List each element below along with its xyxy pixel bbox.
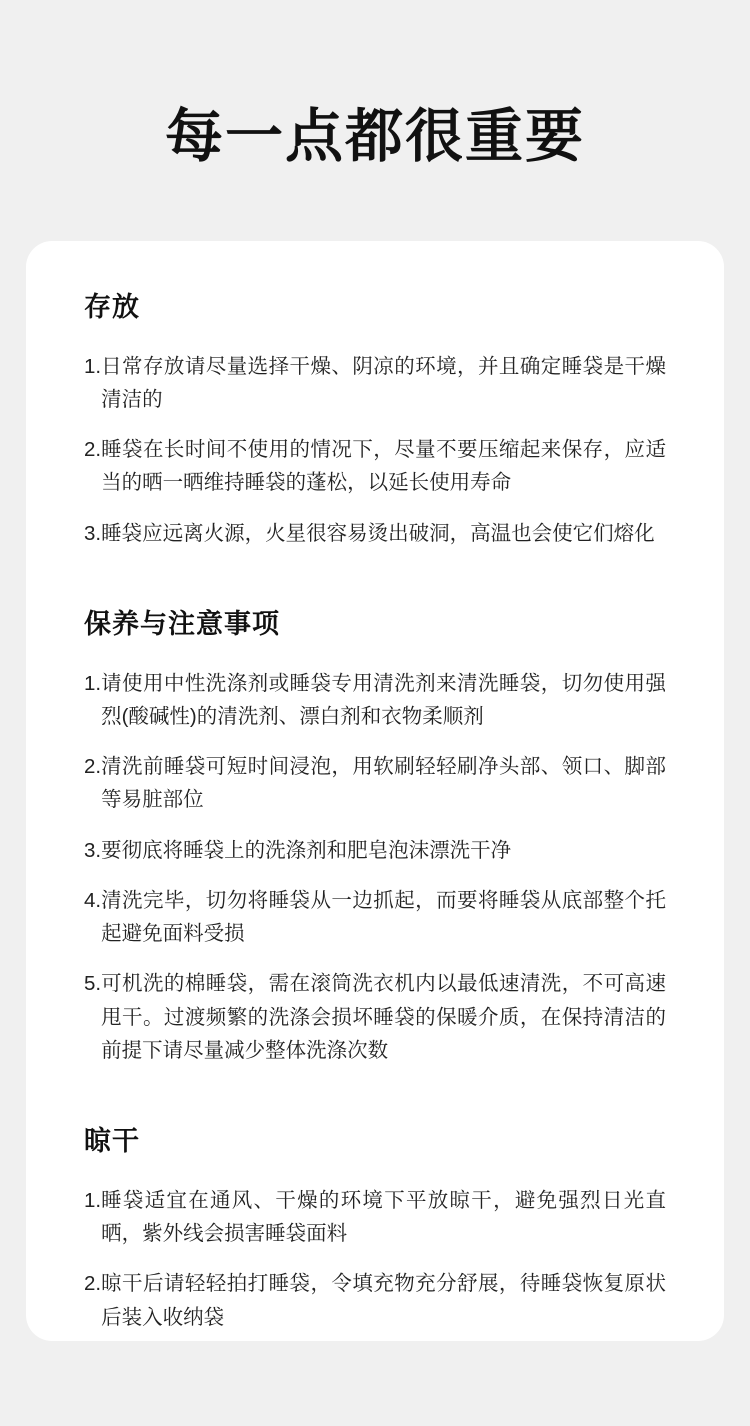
list-item-text: 请使用中性洗涤剂或睡袋专用清洗剂来清洗睡袋，切勿使用强烈(酸碱性)的清洗剂、漂白剂和衣物柔顺剂 (101, 671, 666, 729)
content-card (26, 241, 724, 1341)
list-item-text: 睡袋适宜在通风、干燥的环境下平放晾干，避免强烈日光直晒，紫外线会损害睡袋面料 (101, 1188, 666, 1246)
list-item-text: 睡袋应远离火源，火星很容易烫出破洞，高温也会使它们熔化 (101, 521, 655, 545)
list-item-index: 3. (84, 521, 102, 545)
section-heading-storage: 存放 (84, 291, 140, 322)
list-item-text: 可机洗的棉睡袋，需在滚筒洗衣机内以最低速清洗，不可高速甩干。过渡频繁的洗涤会损坏睡袋的保暖介质，在保持清洁的前提下请尽量减少整体洗涤次数 (101, 972, 666, 1062)
section-storage (84, 285, 666, 550)
section-heading-drying: 晾干 (84, 1125, 140, 1156)
list-item (84, 350, 666, 416)
list-item (84, 1267, 666, 1333)
list-item (84, 884, 666, 950)
list-item-index: 4. (84, 888, 102, 912)
list-item-index: 1. (84, 1188, 102, 1212)
list-drying (84, 1184, 666, 1334)
list-item (84, 433, 666, 499)
page-root (0, 39, 750, 1426)
list-item-text: 清洗完毕，切勿将睡袋从一边抓起，而要将睡袋从底部整个托起避免面料受损 (101, 888, 666, 946)
list-item-text: 要彻底将睡袋上的洗涤剂和肥皂泡沫漂洗干净 (101, 838, 512, 862)
list-item (84, 1184, 666, 1250)
list-item-index: 1. (84, 671, 102, 695)
list-item-text: 晾干后请轻轻拍打睡袋，令填充物充分舒展，待睡袋恢复原状后装入收纳袋 (101, 1272, 666, 1329)
list-item-text: 清洗前睡袋可短时间浸泡，用软刷轻轻刷净头部、领口、脚部等易脏部位 (101, 755, 666, 812)
list-item-index: 2. (84, 438, 102, 462)
list-item (84, 517, 666, 550)
list-item-index: 1. (84, 354, 102, 378)
list-item (84, 967, 666, 1067)
list-storage (84, 350, 666, 550)
list-item-text: 日常存放请尽量选择干燥、阴凉的环境，并且确定睡袋是干燥清洁的 (101, 354, 666, 412)
list-item (84, 834, 666, 867)
section-heading-care: 保养与注意事项 (84, 608, 280, 639)
list-care (84, 667, 666, 1067)
list-item-index: 2. (84, 1272, 102, 1296)
list-item (84, 750, 666, 816)
section-drying (84, 1119, 666, 1334)
section-care (84, 602, 666, 1067)
list-item (84, 667, 666, 733)
list-item-index: 2. (84, 755, 102, 779)
list-item-index: 5. (84, 972, 102, 996)
list-item-index: 3. (84, 838, 102, 862)
list-item-text: 睡袋在长时间不使用的情况下，尽量不要压缩起来保存，应适当的晒一晒维持睡袋的蓬松，以延长使用寿命 (101, 438, 666, 495)
page-title: 每一点都很重要 (164, 103, 585, 169)
